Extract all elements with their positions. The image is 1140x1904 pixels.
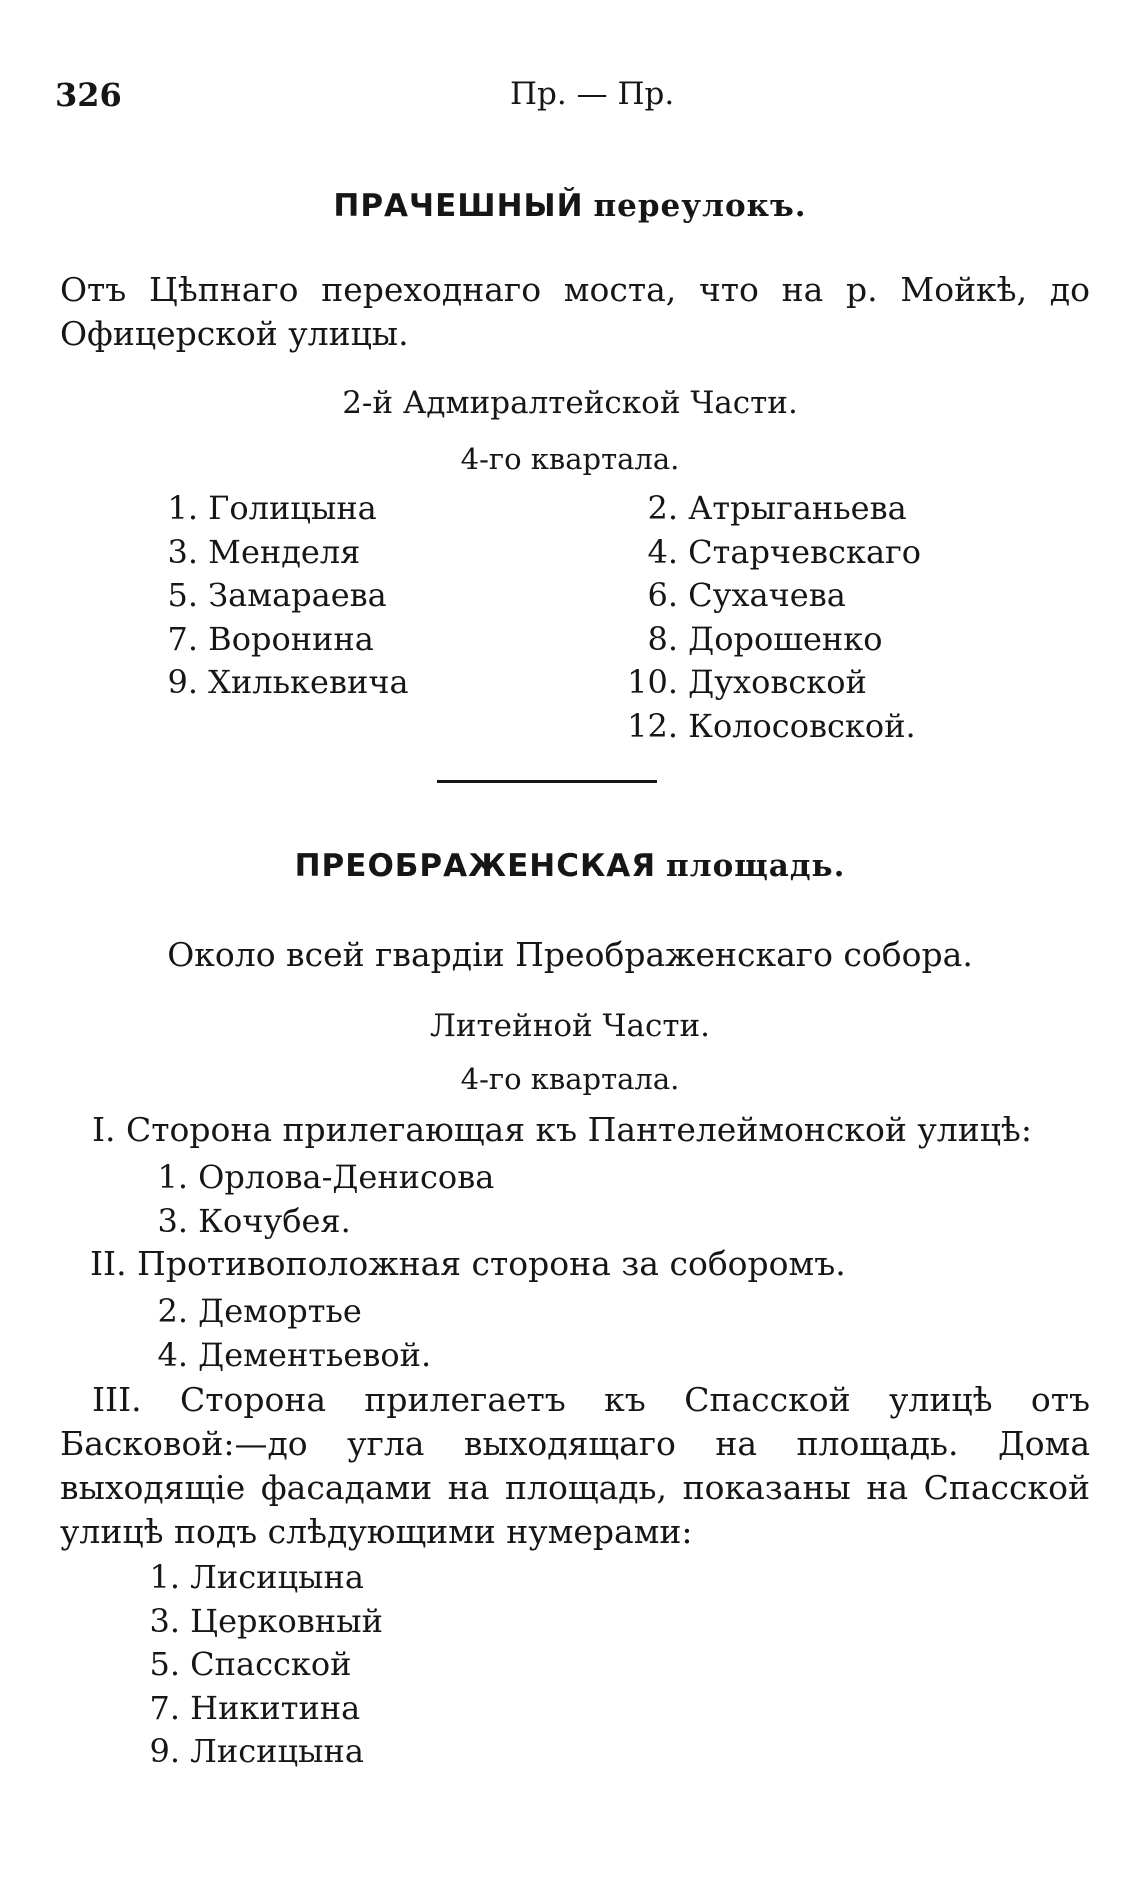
list-item: 12. Колосовской.	[627, 706, 916, 745]
running-head: Пр. — Пр.	[510, 76, 675, 112]
list-item: 9. Хилькевича	[167, 663, 409, 701]
list-item: 9. Лисицына	[149, 1732, 364, 1770]
page-number: 326	[55, 76, 122, 114]
street2-intro: Около всей гвардіи Преображенскаго собора.	[167, 935, 973, 974]
section3-list	[142, 1556, 383, 1774]
street2-quarter: 4-го квартала.	[460, 1062, 680, 1096]
street2-district: Литейной Части.	[430, 1008, 710, 1044]
list-item: 10. Духовской	[627, 663, 867, 701]
list-item: 2. Атрыганьева	[647, 489, 907, 527]
street2-title-rest: площадь.	[666, 848, 846, 884]
street2-title	[0, 848, 1140, 884]
list-item: 5. Замараева	[167, 576, 387, 614]
list-item: 1. Орлова-Денисова	[157, 1158, 495, 1196]
street2-title-bold: ПРЕОБРАЖЕНСКАЯ	[294, 848, 657, 884]
list-item: 5. Спасской	[149, 1645, 352, 1683]
list-item: 2. Демортье	[157, 1292, 362, 1330]
section2-heading: II. Противоположная сторона за соборомъ.	[90, 1244, 846, 1283]
section1-heading: I. Сторона прилегающая къ Пантелеймонской улицѣ:	[92, 1110, 1032, 1149]
section2-list	[150, 1290, 431, 1377]
list-item: 3. Церковный	[149, 1601, 383, 1640]
street1-right-list	[610, 487, 921, 748]
list-item: 4. Дементьевой.	[157, 1335, 432, 1374]
list-item: 1. Голицына	[167, 489, 377, 527]
section-divider	[437, 780, 657, 783]
street1-title-rest: переулокъ.	[593, 188, 807, 224]
list-item: 7. Никитина	[149, 1688, 361, 1727]
section3-text: III. Сторона прилегаетъ къ Спасской улицѣ отъ Басковой:—до угла выходящаго на площадь. Дома выходящіе фасадами на площадь, показаны на Спасской улицѣ подъ слѣдующими нумерами:	[60, 1380, 1090, 1551]
list-item: 4. Старчевскаго	[647, 532, 922, 571]
list-item: 8. Дорошенко	[647, 619, 883, 658]
list-item: 1. Лисицына	[149, 1558, 364, 1596]
street1-title-bold: ПРАЧЕШНЫЙ	[333, 188, 584, 224]
street1-title	[0, 188, 1140, 224]
list-item: 7. Воронина	[167, 619, 374, 658]
section1-list	[150, 1156, 494, 1243]
street1-description: Отъ Цѣпнаго переходнаго моста, что на р. Мойкѣ, до Офицерской улицы.	[60, 270, 1090, 353]
list-item: 3. Менделя	[167, 532, 361, 571]
street1-left-list	[160, 487, 409, 705]
street1-district: 2-й Адмиралтейской Части.	[342, 385, 798, 421]
list-item: 3. Кочубея.	[157, 1201, 351, 1240]
street1-quarter: 4-го квартала.	[460, 442, 680, 476]
list-item: 6. Сухачева	[647, 576, 846, 614]
